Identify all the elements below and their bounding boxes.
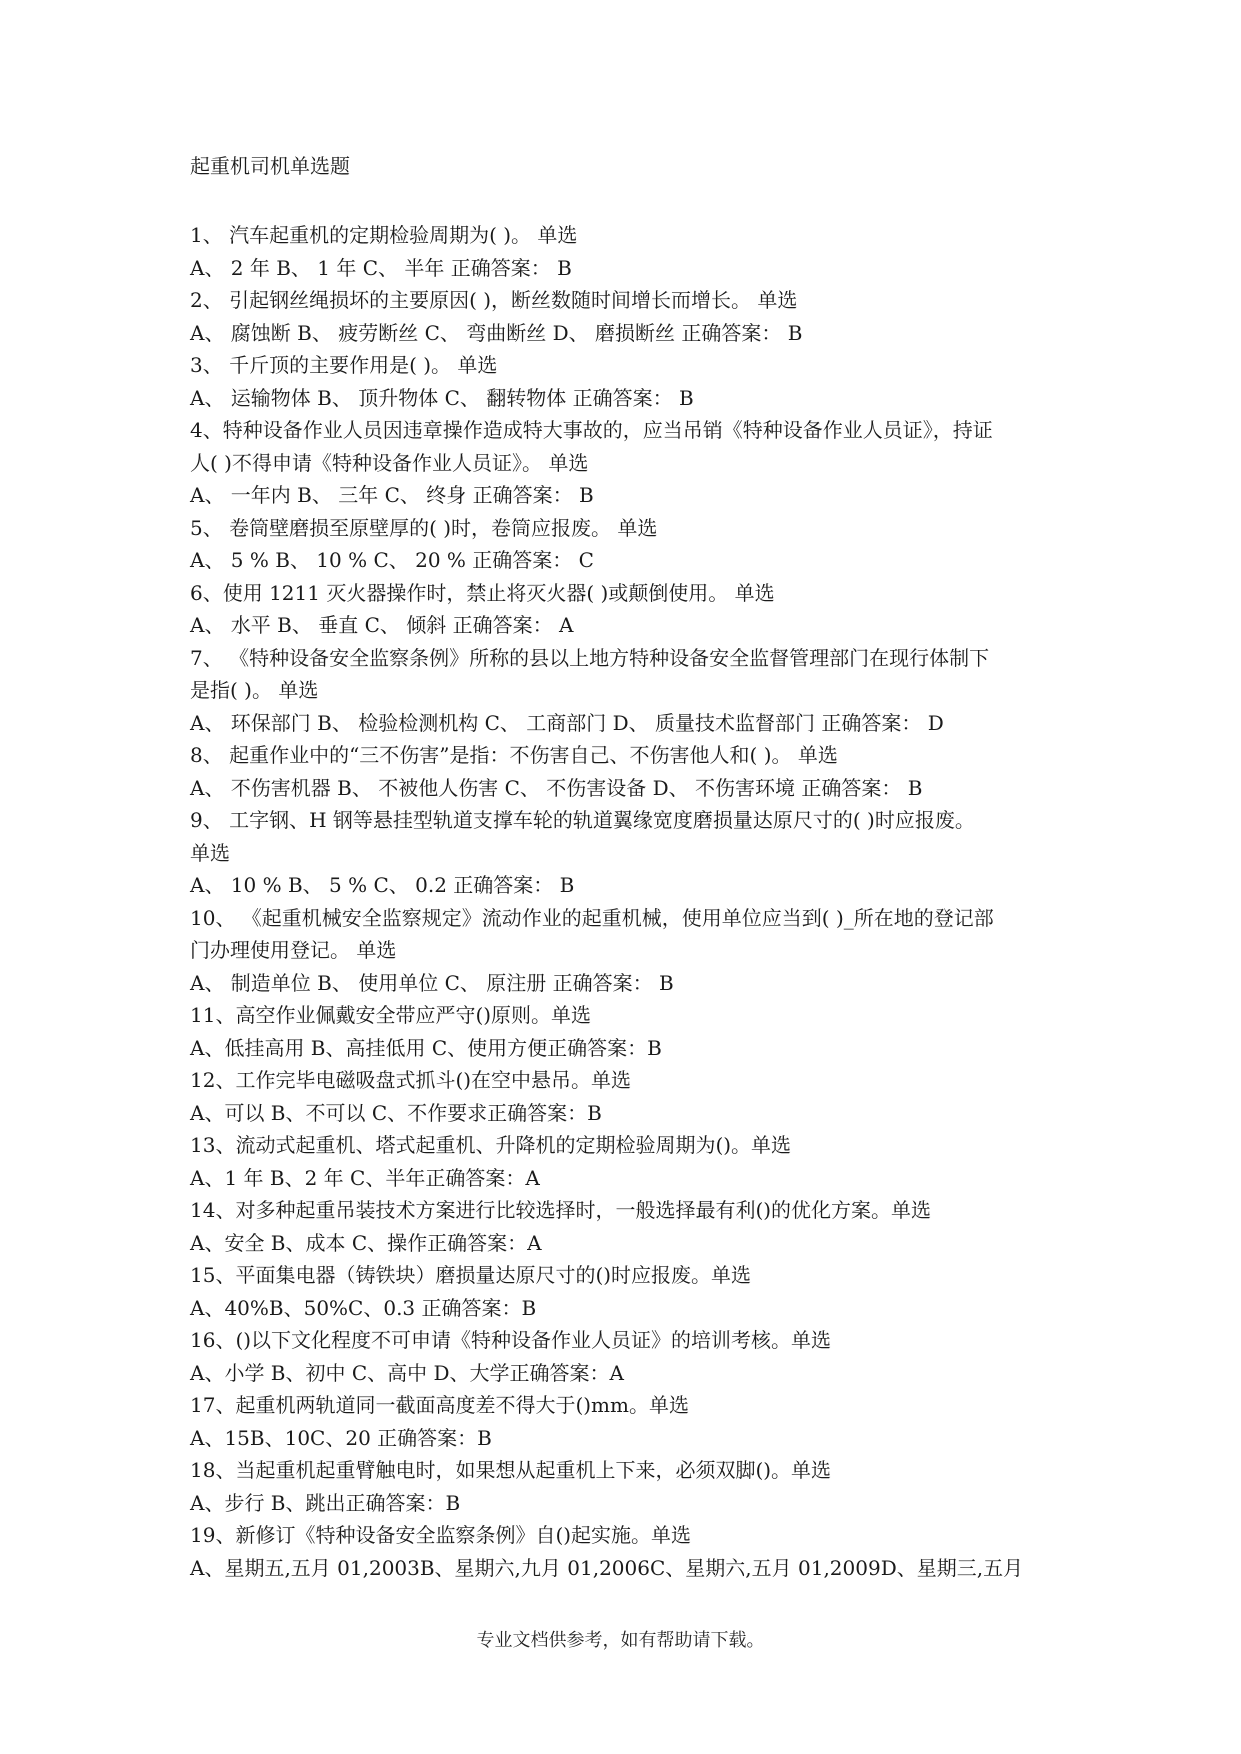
text-line: 19、新修订《特种设备安全监察条例》自()起实施。单选 <box>190 1523 692 1547</box>
text-line: A、小学 B、初中 C、高中 D、大学正确答案：A <box>190 1360 624 1385</box>
text-line: 9、 工字钢、H 钢等悬挂型轨道支撑车轮的轨道翼缘宽度磨损量达原尺寸的( )时应报废。 <box>190 808 975 832</box>
text-line: A、 10 % B、 5 % C、 0.2 正确答案： B <box>190 873 575 897</box>
page-footer: 专业文档供参考，如有帮助请下载。 <box>476 1630 765 1651</box>
text-line: A、 一年内 B、 三年 C、 终身 正确答案： B <box>190 483 594 507</box>
text-line: 6、使用 1211 灭火器操作时，禁止将灭火器( )或颠倒使用。 单选 <box>190 580 775 605</box>
question-list <box>190 219 1060 1584</box>
text-line: 18、当起重机起重臂触电时，如果想从起重机上下来，必须双脚()。单选 <box>190 1458 832 1482</box>
text-line: 17、起重机两轨道同一截面高度差不得大于()mm。单选 <box>190 1393 689 1417</box>
text-line: A、低挂高用 B、高挂低用 C、使用方便正确答案：B <box>190 1035 662 1060</box>
document-title: 起重机司机单选题 <box>190 154 350 178</box>
text-line: A、 5 % B、 10 % C、 20 % 正确答案： C <box>190 548 594 572</box>
text-line: A、40%B、50%C、0.3 正确答案：B <box>190 1295 537 1320</box>
text-line: A、 环保部门 B、 检验检测机构 C、 工商部门 D、 质量技术监督部门 正确答案： D <box>190 710 944 735</box>
text-line: A、步行 B、跳出正确答案：B <box>190 1490 461 1515</box>
text-line: 14、对多种起重吊装技术方案进行比较选择时，一般选择最有利()的优化方案。单选 <box>190 1198 932 1222</box>
text-line: 15、平面集电器（铸铁块）磨损量达原尺寸的()时应报废。单选 <box>190 1263 752 1287</box>
text-line: 13、流动式起重机、塔式起重机、升降机的定期检验周期为()。单选 <box>190 1133 792 1157</box>
text-line: 16、()以下文化程度不可申请《特种设备作业人员证》的培训考核。单选 <box>190 1328 832 1352</box>
text-line: 单选 <box>190 840 230 865</box>
text-line: 8、 起重作业中的“三不伤害”是指：不伤害自己、不伤害他人和( )。 单选 <box>190 743 838 767</box>
text-line: A、星期五,五月 01,2003B、星期六,九月 01,2006C、星期六,五月 01,2009D、星期三,五月 <box>190 1555 1024 1580</box>
text-line: 1、 汽车起重机的定期检验周期为( )。 单选 <box>190 223 578 247</box>
text-line: A、 运输物体 B、 顶升物体 C、 翻转物体 正确答案： B <box>190 385 694 410</box>
text-line: A、15B、10C、20 正确答案：B <box>190 1425 492 1450</box>
text-line: 人( )不得申请《特种设备作业人员证》。 单选 <box>190 450 589 475</box>
text-line: A、 不伤害机器 B、 不被他人伤害 C、 不伤害设备 D、 不伤害环境 正确答案： B <box>190 775 923 800</box>
text-line: 是指( )。 单选 <box>190 678 319 702</box>
text-line: 11、高空作业佩戴安全带应严守()原则。单选 <box>190 1003 592 1027</box>
text-line: 3、 千斤顶的主要作用是( )。 单选 <box>190 353 498 377</box>
text-line: 门办理使用登记。 单选 <box>190 938 397 962</box>
text-line: 12、工作完毕电磁吸盘式抓斗()在空中悬吊。单选 <box>190 1068 632 1092</box>
text-line: 5、 卷筒壁磨损至原壁厚的( )时，卷筒应报废。 单选 <box>190 515 658 540</box>
text-line: A、 腐蚀断 B、 疲劳断丝 C、 弯曲断丝 D、 磨损断丝 正确答案： B <box>190 320 803 345</box>
text-line: A、可以 B、不可以 C、不作要求正确答案：B <box>190 1100 602 1125</box>
text-line: A、 制造单位 B、 使用单位 C、 原注册 正确答案： B <box>190 970 674 995</box>
text-line: 4、特种设备作业人员因违章操作造成特大事故的，应当吊销《特种设备作业人员证》，持证 <box>190 418 993 442</box>
text-line: A、安全 B、成本 C、操作正确答案：A <box>190 1230 542 1255</box>
text-line: 10、 《起重机械安全监察规定》流动作业的起重机械，使用单位应当到( )_所在地的登记部 <box>190 905 994 930</box>
text-line: 2、 引起钢丝绳损坏的主要原因( )，断丝数随时间增长而增长。 单选 <box>190 288 798 312</box>
text-line: A、1 年 B、2 年 C、半年正确答案：A <box>190 1165 540 1190</box>
text-line: A、 水平 B、 垂直 C、 倾斜 正确答案： A <box>190 613 574 637</box>
text-line: 7、 《特种设备安全监察条例》所称的县以上地方特种设备安全监督管理部门在现行体制下 <box>190 645 990 670</box>
text-line: A、 2 年 B、 1 年 C、 半年 正确答案： B <box>190 255 572 280</box>
